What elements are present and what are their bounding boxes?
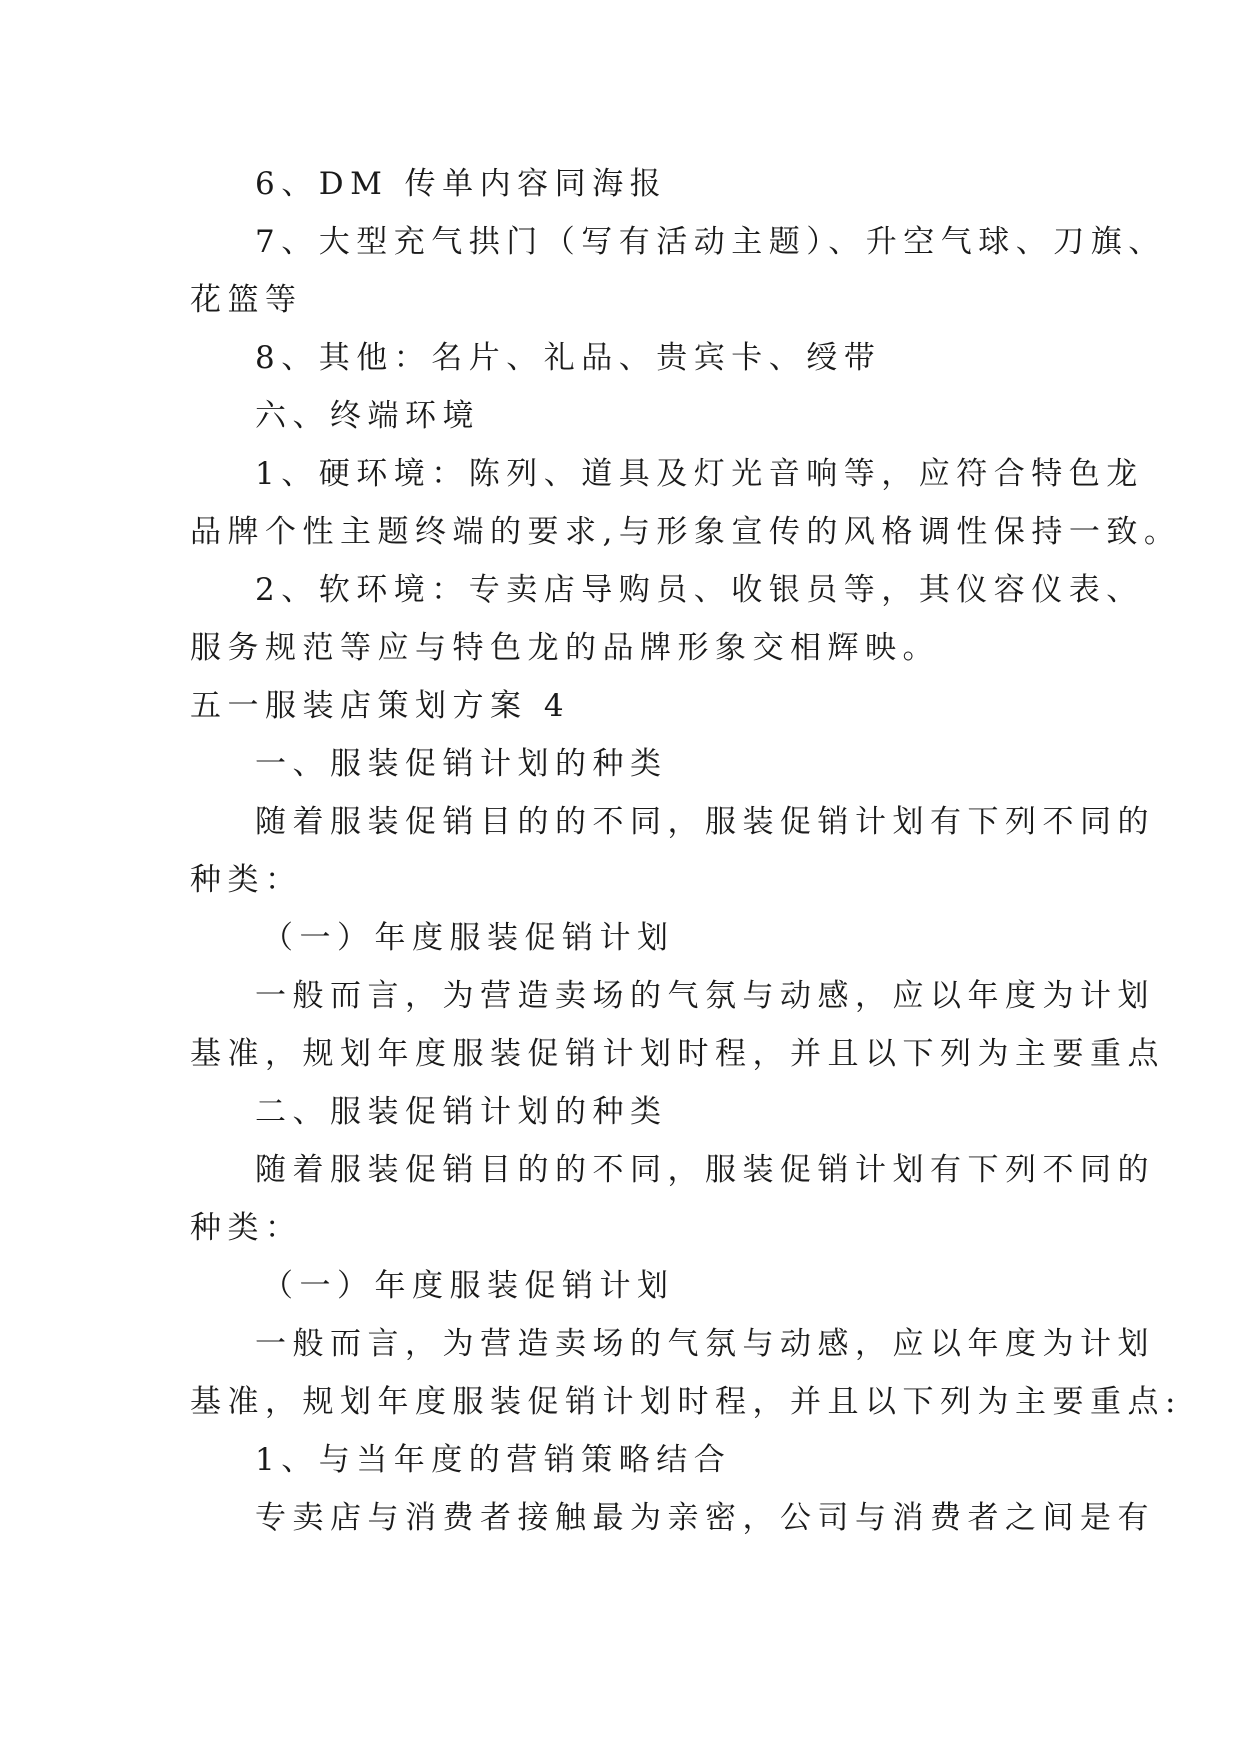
text-line: 种类：: [190, 1210, 303, 1246]
text-line: 专卖店与消费者接触最为亲密，公司与消费者之间是有: [255, 1500, 1155, 1536]
text-line: 种类：: [190, 862, 303, 898]
text-line: 随着服装促销目的的不同，服装促销计划有下列不同的: [255, 804, 1155, 840]
text-line: 8、其他：名片、礼品、贵宾卡、绶带: [255, 340, 882, 376]
subsection-heading: （一）年度服装促销计划: [262, 1268, 675, 1304]
text-line: 品牌个性主题终端的要求,与形象宣传的风格调性保持一致。: [190, 514, 1182, 550]
text-line: 一般而言，为营造卖场的气氛与动感，应以年度为计划: [255, 978, 1155, 1014]
text-line: 6、DM 传单内容同海报: [255, 166, 668, 202]
section-heading: 二、服装促销计划的种类: [255, 1094, 668, 1130]
text-line: 基准，规划年度服装促销计划时程，并且以下列为主要重点: [190, 1036, 1165, 1072]
section-heading: 一、服装促销计划的种类: [255, 746, 668, 782]
section-heading: 六、终端环境: [255, 398, 480, 434]
text-line: 1、硬环境：陈列、道具及灯光音响等，应符合特色龙: [255, 456, 1144, 492]
text-line: 花篮等: [190, 282, 303, 318]
text-line: 基准，规划年度服装促销计划时程，并且以下列为主要重点:: [190, 1384, 1182, 1420]
subsection-heading: （一）年度服装促销计划: [262, 920, 675, 956]
text-line: 2、软环境：专卖店导购员、收银员等，其仪容仪表、: [255, 572, 1144, 608]
text-line: 服务规范等应与特色龙的品牌形象交相辉映。: [190, 630, 940, 666]
document-title: 五一服装店策划方案 4: [190, 688, 571, 724]
text-line: 随着服装促销目的的不同，服装促销计划有下列不同的: [255, 1152, 1155, 1188]
text-line: 7、大型充气拱门（写有活动主题）、升空气球、刀旗、: [255, 224, 1166, 260]
text-line: 1、与当年度的营销策略结合: [255, 1442, 732, 1478]
text-line: 一般而言，为营造卖场的气氛与动感，应以年度为计划: [255, 1326, 1155, 1362]
